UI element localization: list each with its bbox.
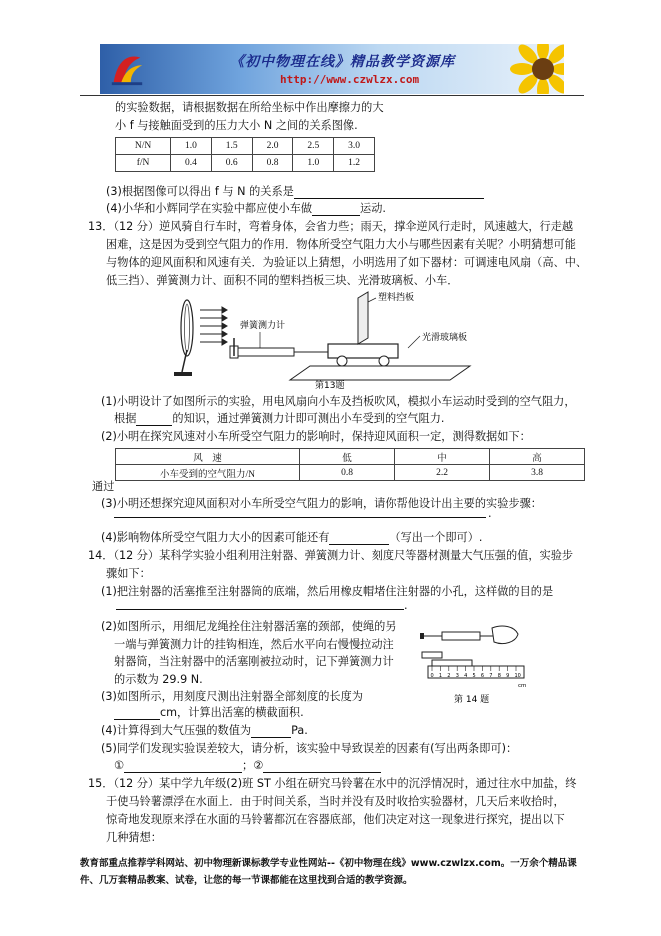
q14-part5-answers (114, 757, 381, 773)
ruler-tick-label: 4 (464, 673, 468, 679)
header-rule (80, 95, 584, 96)
answer-line[interactable] (114, 517, 486, 518)
footer-line2: 件、几万套精品教案、试卷，让您的每一节课都能在这里找到合适的教学资源。 (80, 875, 413, 886)
q12-part4 (106, 200, 386, 216)
table-cell: 0.6 (211, 155, 252, 172)
q15-line3: 惊奇地发现原来浮在水面的马铃薯都沉在容器底部，他们决定对这一现象进行探究，提出以下 (106, 813, 565, 826)
answer-marker-2: ；② (242, 759, 264, 772)
spring-balance-small-icon (422, 652, 442, 658)
q13-part1-tail: 的知识，通过弹簧测力计即可测出小车受到的空气阻力. (172, 412, 445, 425)
q14-part3-line1: (3)如图所示，用刻度尺测出注射器全部刻度的长度为 (101, 690, 363, 703)
electric-fan-icon (174, 300, 193, 376)
q12-part3 (106, 183, 484, 199)
q14-part4 (101, 722, 308, 738)
q12-line1: 的实验数据，请根据数据在所给坐标中作出摩擦力的大 (115, 101, 384, 114)
q12-part4-tail: 运动. (360, 202, 386, 215)
q15-line1: 15．（12 分）某中学九年级(2)班 ST 小组在研究马铃薯在水中的沉浮情况时，通过往水中加盐，终 (88, 777, 577, 790)
ruler-tick-label: 9 (506, 673, 510, 679)
q15-line2: 于使马铃薯漂浮在水面上．由于时间关系，当时并没有及时收拾实验器材，几天后来收拾时， (106, 795, 565, 808)
table-cell: 0.4 (171, 155, 212, 172)
page-footer (80, 855, 590, 889)
q14-figure (418, 622, 528, 704)
table-cell: 3.0 (334, 138, 375, 155)
q13-part1-line2 (114, 410, 444, 426)
period: . (488, 507, 492, 520)
table-cell: f/N (116, 155, 171, 172)
table-cell: 2.2 (395, 465, 490, 481)
footer-line1: 教育部重点推荐学科网站、初中物理新课标教学专业性网站--《初中物理在线》www.czwlzx.com。一万余个精品课 (80, 858, 577, 869)
answer-blank[interactable] (124, 761, 242, 773)
plastic-board-icon (358, 292, 368, 344)
figure-label-spring: 弹簧测力计 (240, 321, 286, 331)
q12-line2: 小 f 与接触面受到的压力大小 N 之间的关系图像. (115, 119, 358, 132)
q13-part4-text: (4)影响物体所受空气阻力大小的因素可能还有 (101, 531, 330, 544)
q14-line2: 骤如下： (106, 567, 151, 580)
q13-part1-line1: (1)小明设计了如图所示的实验，用电风扇向小车及挡板吹风，模拟小车运动时受到的空气阻力， (101, 395, 576, 408)
table-cell: 1.0 (171, 138, 212, 155)
site-logo-icon (108, 50, 146, 88)
q13-line2: 困难，这是因为受到空气阻力的作用．物体所受空气阻力大小与哪些因素有关呢？小明猜想可能 (106, 238, 576, 251)
answer-blank[interactable] (329, 533, 389, 545)
q14-part2-line3: 射器筒，当注射器中的活塞刚被拉动时，记下弹簧测力计 (114, 655, 394, 668)
ruler-tick-label: 1 (438, 673, 443, 679)
q13-line4: 低三挡）、弹簧测力计、面积不同的塑料挡板三块、光滑玻璃板、小车． (106, 274, 459, 287)
ruler-tick-label: 6 (480, 673, 485, 679)
table-cell: 小车受到的空气阻力/N (116, 465, 300, 481)
ruler-unit: cm (518, 683, 527, 689)
ruler-tick-label: 8 (497, 673, 501, 679)
glass-board-icon (290, 366, 470, 380)
table-cell: 0.8 (300, 465, 395, 481)
table-cell: 0.8 (252, 155, 293, 172)
q14-part4-text: (4)计算得到大气压强的数值为 (101, 724, 252, 737)
answer-blank[interactable] (136, 414, 172, 426)
answer-blank[interactable] (312, 204, 360, 216)
table-cell: 低 (300, 449, 395, 465)
ruler-tick-label: 5 (472, 673, 476, 679)
period: . (404, 599, 408, 612)
syringe-icon (420, 632, 494, 640)
q14-part2-line1: (2)如图所示，用细尼龙绳拴住注射器活塞的颈部，使绳的另 (101, 620, 397, 633)
answer-marker-1: ① (114, 759, 125, 772)
q14-part2-line2: 一端与弹簧测力计的挂钩相连，然后水平向右慢慢拉动注 (114, 638, 394, 651)
table-cell: N/N (116, 138, 171, 155)
q14-line1: 14．（12 分）某科学实验小组利用注射器、弹簧测力计、刻度尺等器材测量大气压强的值，实验步 (88, 549, 574, 562)
table-cell: 2.5 (293, 138, 334, 155)
q13-part4 (101, 529, 482, 545)
answer-blank[interactable] (251, 726, 291, 738)
table-cell: 1.0 (293, 155, 334, 172)
q12-part3-text: (3)根据图像可以得出 f 与 N 的关系是 (106, 185, 294, 198)
cart-icon (328, 344, 398, 366)
header-banner (100, 44, 564, 94)
ruler-icon (428, 660, 524, 678)
figure-label-board: 塑料挡板 (378, 293, 415, 303)
q14-part2-line4: 的示数为 29.9 N. (114, 673, 203, 686)
sunflower-icon (508, 44, 564, 94)
banner-title: 《初中物理在线》精品教学资源库 (230, 54, 455, 70)
answer-line[interactable] (116, 609, 404, 610)
q13-part3: (3)小明还想探究迎风面积对小车所受空气阻力的影响，请你帮他设计出主要的实验步骤： (101, 497, 542, 510)
answer-blank[interactable] (114, 708, 160, 720)
banner-url[interactable]: http://www.czwlzx.com (280, 73, 420, 86)
q14-part3-tail: cm，计算出活塞的横截面积. (160, 706, 304, 719)
table-cell: 风 速 (116, 449, 300, 465)
q14-part1: (1)把注射器的活塞推至注射器筒的底端，然后用橡皮帽堵住注射器的小孔，这样做的目的是 (101, 585, 554, 598)
q15-line4: 几种猜想： (106, 831, 162, 844)
figure-label-glass: 光滑玻璃板 (422, 333, 468, 343)
q13-line1: 13．（12 分）逆风骑自行车时，弯着身体，会省力些；雨天，撑伞逆风行走时，风速越大，行走越 (88, 220, 574, 233)
wind-arrows-icon (200, 307, 227, 345)
q13-part1-text: 根据 (114, 412, 137, 425)
table-cell: 高 (490, 449, 585, 465)
q13-line3: 与物体的迎风面积和风速有关．为验证以上猜想，小明选用了如下器材：可调速电风扇（高、中、 (106, 256, 588, 269)
q13-cut-text: 通过 (92, 480, 115, 493)
hand-icon (492, 626, 518, 644)
answer-blank[interactable] (263, 761, 381, 773)
ruler-tick-label: 3 (455, 673, 459, 679)
q14-part5: (5)同学们发现实验误差较大，请分析，该实验中导致误差的因素有(写出两条即可)： (101, 742, 518, 755)
table-cell: 1.2 (334, 155, 375, 172)
ruler-tick-label: 0 (430, 673, 434, 679)
q13-data-table (115, 448, 585, 481)
figure-caption: 第13题 (315, 381, 345, 390)
q13-figure (170, 288, 510, 390)
figure-caption: 第 14 题 (454, 695, 490, 704)
ruler-tick-label: 10 (514, 673, 521, 679)
ruler-tick-label: 7 (489, 673, 493, 679)
ruler-tick-label: 2 (447, 673, 451, 679)
q13-part2: (2)小明在探究风速对小车所受空气阻力的影响时，保持迎风面积一定，测得数据如下： (101, 430, 531, 443)
spring-balance-icon (238, 348, 294, 356)
q14-part3-line2 (114, 704, 304, 720)
table-cell: 3.8 (490, 465, 585, 481)
table-cell: 1.5 (211, 138, 252, 155)
q12-data-table (115, 137, 375, 172)
table-cell: 2.0 (252, 138, 293, 155)
table-cell: 中 (395, 449, 490, 465)
q12-part4-text: (4)小华和小辉同学在实验中都应使小车做 (106, 202, 313, 215)
answer-blank[interactable] (294, 187, 484, 199)
q14-part4-tail: Pa. (291, 724, 308, 737)
q13-part4-tail: （写出一个即可）. (389, 531, 483, 544)
